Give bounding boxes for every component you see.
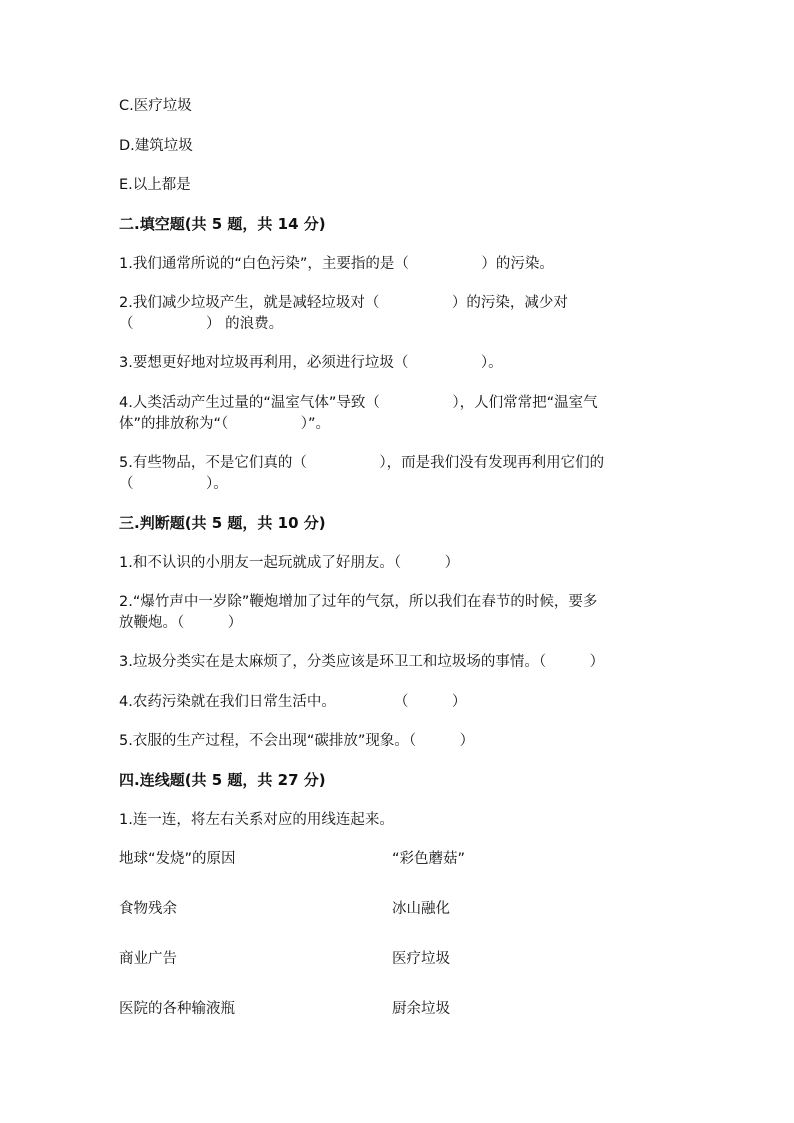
- judge-question-2-line-2: 放鞭炮。（ ）: [119, 615, 243, 631]
- judge-question-3: 3.垃圾分类实在是太麻烦了，分类应该是环卫工和垃圾场的事情。（ ）: [119, 654, 605, 670]
- option-e: E.以上都是: [119, 177, 191, 193]
- matching-left-item: 商业广告: [119, 951, 177, 967]
- matching-left-item: 地球“发烧”的原因: [119, 851, 236, 867]
- matching-right-item: “彩色蘑菇”: [392, 851, 466, 867]
- option-d: D.建筑垃圾: [119, 138, 193, 154]
- section-title-judge: 三.判断题(共 5 题，共 10 分): [119, 514, 326, 532]
- option-c: C.医疗垃圾: [119, 98, 192, 114]
- fill-question-1: 1.我们通常所说的“白色污染”，主要指的是（ ）的污染。: [119, 256, 554, 272]
- fill-question-2-line-2: （ ） 的浪费。: [119, 316, 284, 332]
- judge-question-4: 4.农药污染就在我们日常生活中。 （ ）: [119, 694, 467, 710]
- fill-question-5-line-1: 5.有些物品，不是它们真的（ ），而是我们没有发现再利用它们的: [119, 455, 605, 471]
- judge-question-1: 1.和不认识的小朋友一起玩就成了好朋友。（ ）: [119, 555, 460, 571]
- fill-question-4-line-2: 体”的排放称为“（ ）”。: [119, 416, 331, 432]
- matching-right-item: 医疗垃圾: [392, 951, 450, 967]
- section-title-matching: 四.连线题(共 5 题，共 27 分): [119, 771, 326, 789]
- matching-left-item: 食物残余: [119, 901, 177, 917]
- fill-question-5-line-2: （ ）。: [119, 476, 228, 492]
- fill-question-4-line-1: 4.人类活动产生过量的“温室气体”导致（ ），人们常常把“温室气: [119, 395, 598, 411]
- section-title-fill-blank: 二.填空题(共 5 题，共 14 分): [119, 215, 326, 233]
- matching-right-item: 厨余垃圾: [392, 1001, 450, 1017]
- fill-question-3: 3.要想更好地对垃圾再利用，必须进行垃圾（ ）。: [119, 355, 503, 371]
- judge-question-5: 5.衣服的生产过程，不会出现“碳排放”现象。（ ）: [119, 733, 475, 749]
- matching-left-item: 医院的各种输液瓶: [119, 1001, 235, 1017]
- matching-question-1: 1.连一连，将左右关系对应的用线连起来。: [119, 812, 394, 828]
- matching-right-item: 冰山融化: [392, 901, 450, 917]
- fill-question-2-line-1: 2.我们减少垃圾产生，就是减轻垃圾对（ ）的污染，减少对: [119, 295, 568, 311]
- judge-question-2-line-1: 2.“爆竹声中一岁除”鞭炮增加了过年的气氛，所以我们在春节的时候，要多: [119, 594, 598, 610]
